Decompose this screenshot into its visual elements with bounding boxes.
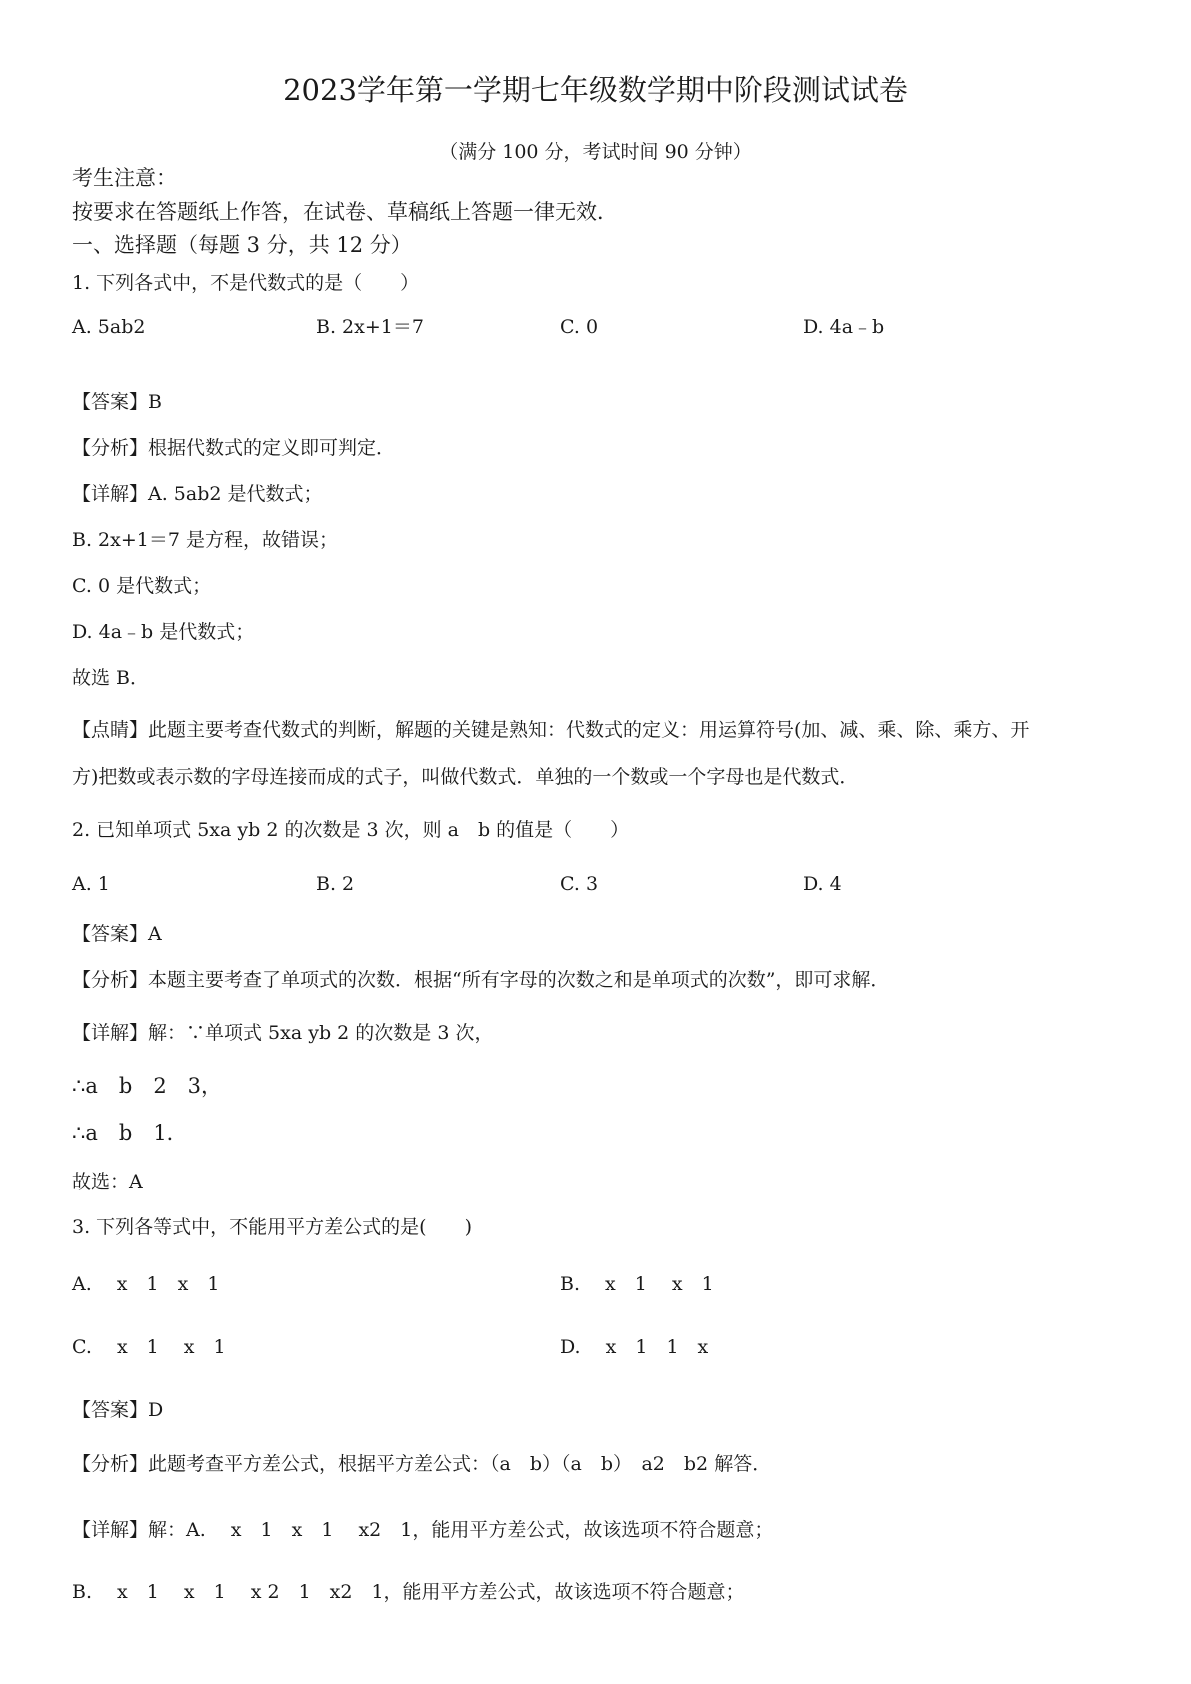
q2-analysis: 【分析】本题主要考查了单项式的次数．根据“所有字母的次数之和是单项式的次数”，即可求解． xyxy=(72,969,890,991)
q3-option-b: B. x 1 x 1 xyxy=(560,1273,714,1295)
q1-stem: 1. 下列各式中，不是代数式的是（ ） xyxy=(72,272,420,294)
q3-option-a: A. x 1 x 1 xyxy=(72,1273,220,1295)
q1-option-a: A. 5ab2 xyxy=(72,316,146,338)
q1-option-d: D. 4a﹣b xyxy=(803,316,885,338)
q2-answer: 【答案】A xyxy=(72,923,162,945)
q3-detail-1: 【详解】解：A. x 1 x 1 x2 1，能用平方差公式，故该选项不符合题意； xyxy=(72,1519,774,1541)
q1-analysis: 【分析】根据代数式的定义即可判定． xyxy=(72,437,396,459)
q2-detail-4: 故选：A xyxy=(72,1171,143,1193)
q3-analysis: 【分析】此题考查平方差公式，根据平方差公式：（a b）（a b） a2 b2 解答． xyxy=(72,1453,772,1475)
q3-detail-2: B. x 1 x 1 x 2 1 x2 1，能用平方差公式，故该选项不符合题意； xyxy=(72,1581,745,1603)
q1-option-b: B. 2x+1＝7 xyxy=(316,316,424,338)
q1-detail-2: B. 2x+1＝7 是方程，故错误； xyxy=(72,529,338,551)
q1-detail-5: 故选 B． xyxy=(72,667,150,689)
q2-option-c: C. 3 xyxy=(560,873,599,895)
q1-detail-4: D. 4a﹣b 是代数式； xyxy=(72,621,255,643)
q3-stem: 3. 下列各等式中，不能用平方差公式的是( ) xyxy=(72,1216,472,1238)
notice-heading: 考生注意： xyxy=(72,166,177,190)
q3-answer: 【答案】D xyxy=(72,1399,164,1421)
q1-detail-1: 【详解】A. 5ab2 是代数式； xyxy=(72,483,323,505)
q2-stem: 2. 已知单项式 5xa yb 2 的次数是 3 次，则 a b 的值是（ ） xyxy=(72,819,630,841)
q2-detail-3: ∴a b 1． xyxy=(72,1121,188,1145)
q2-option-d: D. 4 xyxy=(803,873,842,895)
q1-comment-1: 【点睛】此题主要考查代数式的判断，解题的关键是熟知：代数式的定义：用运算符号(加、减、乘、除、乘方、开 xyxy=(72,719,1030,741)
page-title: 2023学年第一学期七年级数学期中阶段测试试卷 xyxy=(283,73,908,107)
q3-option-c: C. x 1 x 1 xyxy=(72,1336,226,1358)
q2-detail-1: 【详解】解：∵单项式 5xa yb 2 的次数是 3 次， xyxy=(72,1022,494,1044)
q2-option-b: B. 2 xyxy=(316,873,355,895)
q3-option-d: D. x 1 1 x xyxy=(560,1336,709,1358)
notice-text: 按要求在答题纸上作答，在试卷、草稿纸上答题一律无效． xyxy=(72,200,618,224)
q1-detail-3: C. 0 是代数式； xyxy=(72,575,212,597)
q1-comment-2: 方)把数或表示数的字母连接而成的式子，叫做代数式．单独的一个数或一个字母也是代数式． xyxy=(72,766,859,788)
page-subtitle: （满分 100 分，考试时间 90 分钟） xyxy=(439,141,752,163)
q2-option-a: A. 1 xyxy=(72,873,110,895)
q1-answer: 【答案】B xyxy=(72,391,162,413)
q1-option-c: C. 0 xyxy=(560,316,599,338)
q2-detail-2: ∴a b 2 3， xyxy=(72,1074,223,1098)
section-heading: 一、选择题（每题 3 分，共 12 分） xyxy=(72,233,412,257)
